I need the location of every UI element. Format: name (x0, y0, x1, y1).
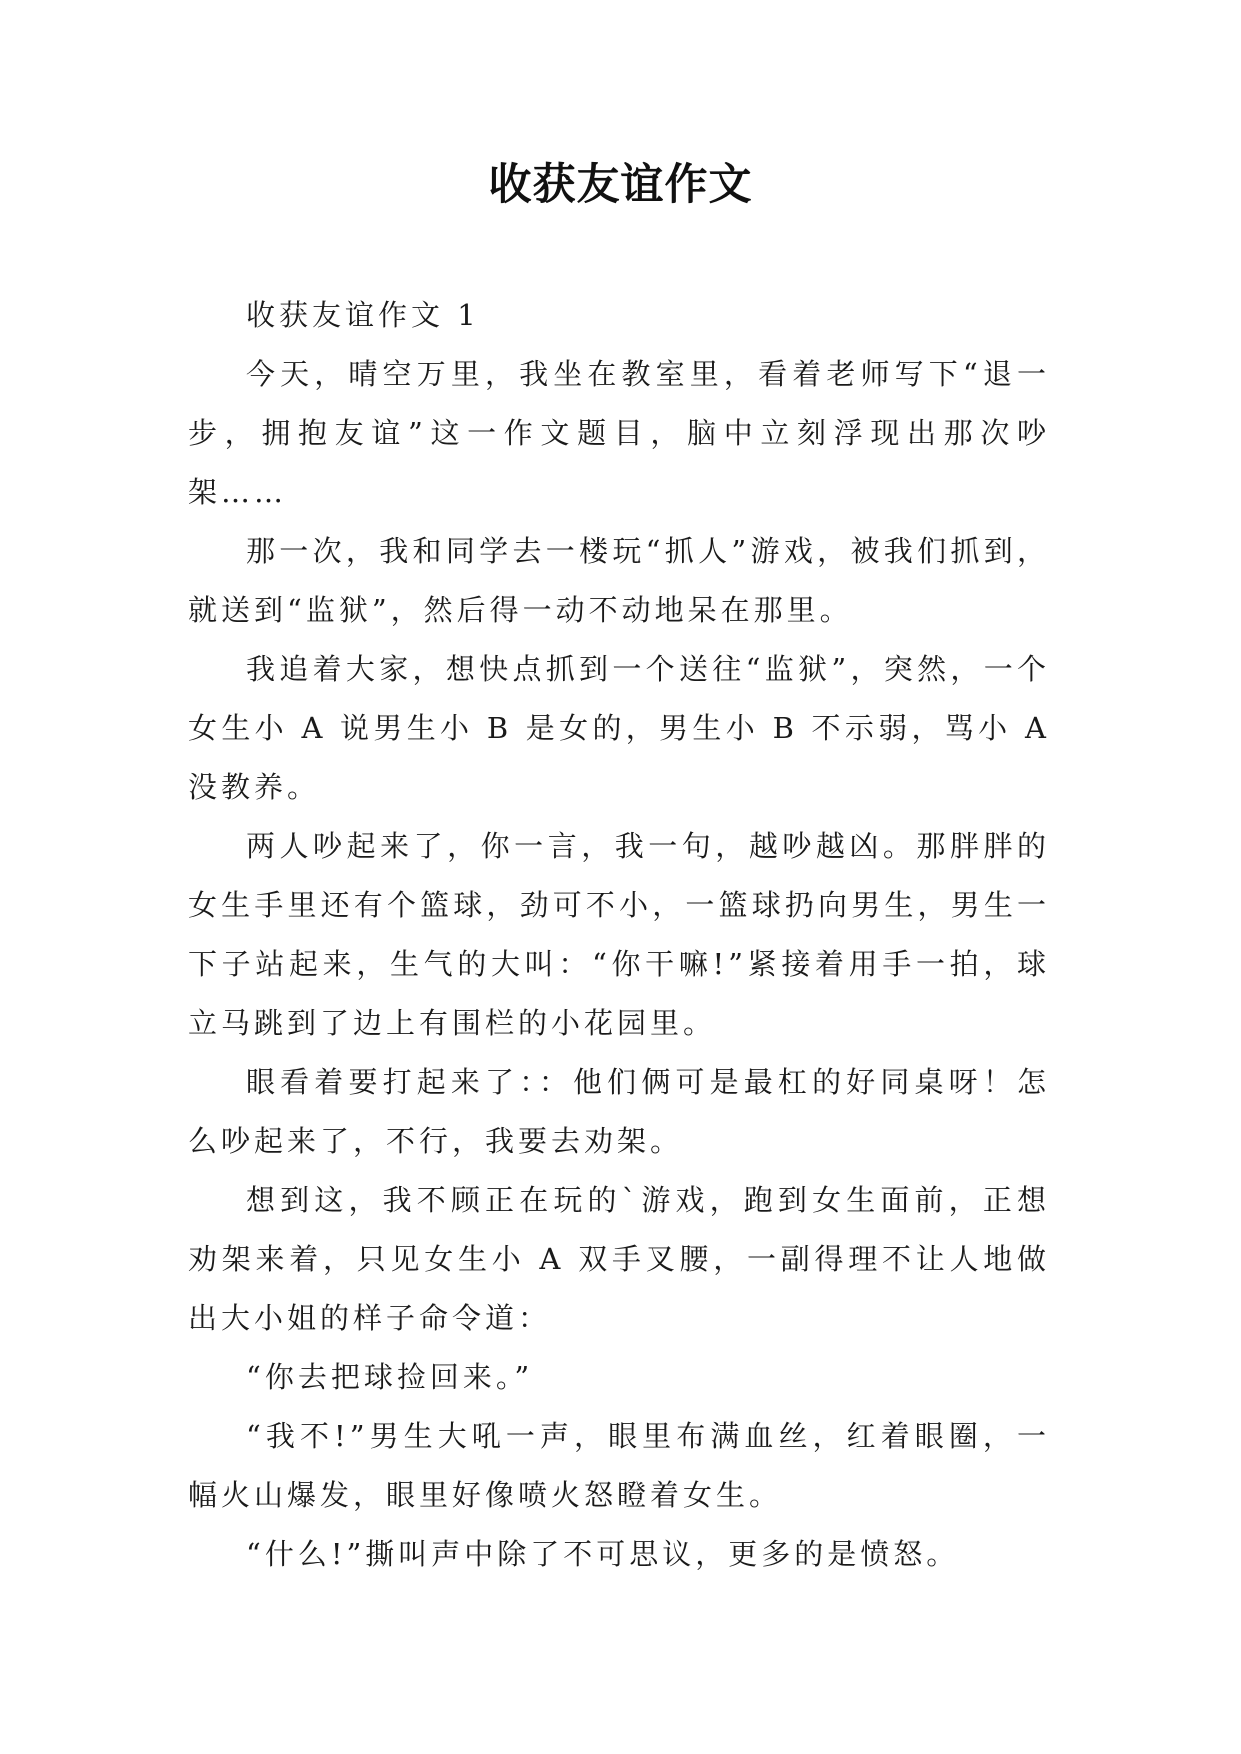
paragraph: 那一次，我和同学去一楼玩“抓人”游戏，被我们抓到，就送到“监狱”，然后得一动不动地呆在那里。 (188, 534, 1050, 627)
paragraph: “我不!”男生大吼一声，眼里布满血丝，红着眼圈，一幅火山爆发，眼里好像喷火怒瞪着女生。 (188, 1419, 1050, 1512)
paragraph: 今天，晴空万里，我坐在教室里，看着老师写下“退一步，拥抱友谊”这一作文题目，脑中立刻浮现出那次吵架…… (188, 357, 1050, 509)
paragraph: 眼看着要打起来了：：他们俩可是最杠的好同桌呀！怎么吵起来了，不行，我要去劝架。 (188, 1065, 1050, 1158)
paragraph: 我追着大家，想快点抓到一个送往“监狱”，突然，一个女生小 A 说男生小 B 是女的，男生小 B 不示弱，骂小 A 没教养。 (188, 652, 1050, 804)
section-heading: 收获友谊作文 1 (246, 298, 480, 332)
paragraph: 两人吵起来了，你一言，我一句，越吵越凶。那胖胖的女生手里还有个篮球，劲可不小，一篮球扔向男生，男生一下子站起来，生气的大叫：“你干嘛!”紧接着用手一拍，球立马跳到了边上有围栏的小花园里。 (188, 829, 1050, 1040)
paragraph: “你去把球捡回来。” (246, 1360, 534, 1394)
document-title: 收获友谊作文 (488, 160, 753, 210)
paragraph: “什么!”撕叫声中除了不可思议，更多的是愤怒。 (246, 1537, 960, 1571)
document-body (188, 286, 1050, 1584)
paragraph: 想到这，我不顾正在玩的`游戏，跑到女生面前，正想劝架来着，只见女生小 A 双手叉腰，一副得理不让人地做出大小姐的样子命令道： (188, 1183, 1050, 1335)
